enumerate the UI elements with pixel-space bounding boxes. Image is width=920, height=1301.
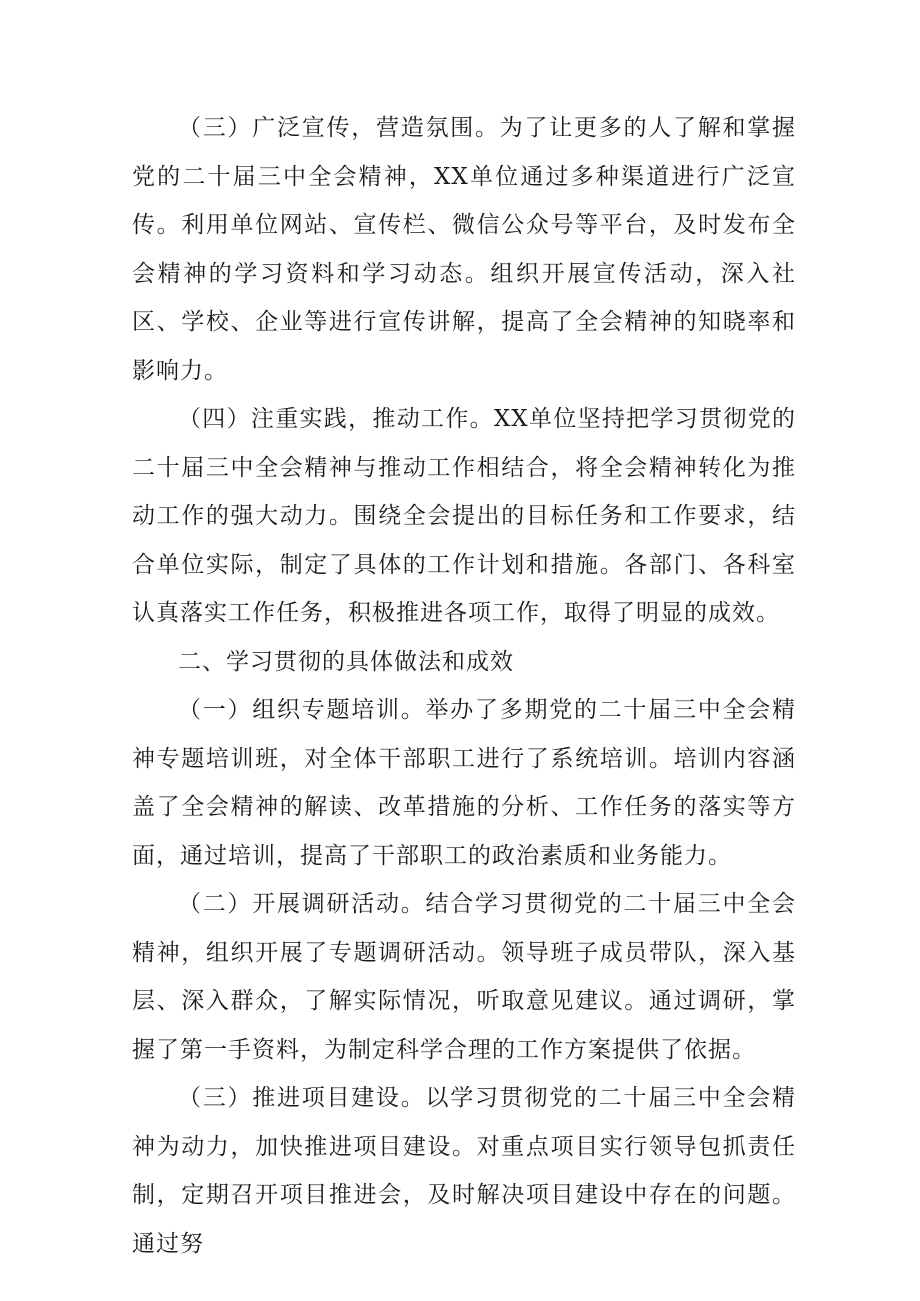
paragraph-practice: （四）注重实践，推动工作。XX单位坚持把学习贯彻党的二十届三中全会精神与推动工作相结合，将全会精神转化为推动工作的强大动力。围绕全会提出的目标任务和工作要求，结合单位实际，制定了具体的工作计划和措施。各部门、各科室认真落实工作任务，积极推进各项工作，取得了明显的成效。 [132,406,796,626]
paragraph-training: （一）组织专题培训。举办了多期党的二十届三中全会精神专题培训班，对全体干部职工进行了系统培训。培训内容涵盖了全会精神的解读、改革措施的分析、工作任务的落实等方面，通过培训，提高了干部职工的政治素质和业务能力。 [132,697,796,869]
section-heading: 二、学习贯彻的具体做法和成效 [178,648,514,675]
document-body [132,104,796,1268]
paragraph-projects: （三）推进项目建设。以学习贯彻党的二十届三中全会精神为动力，加快推进项目建设。对重点项目实行领导包抓责任制，定期召开项目推进会，及时解决项目建设中存在的问题。通过努 [132,1085,796,1257]
paragraph-research: （二）开展调研活动。结合学习贯彻党的二十届三中全会精神，组织开展了专题调研活动。领导班子成员带队，深入基层、深入群众，了解实际情况，听取意见建议。通过调研，掌握了第一手资料，为制定科学合理的工作方案提供了依据。 [132,891,796,1063]
paragraph-publicity: （三）广泛宣传，营造氛围。为了让更多的人了解和掌握党的二十届三中全会精神，XX单位通过多种渠道进行广泛宣传。利用单位网站、宣传栏、微信公众号等平台，及时发布全会精神的学习资料和学习动态。组织开展宣传活动，深入社区、学校、企业等进行宣传讲解，提高了全会精神的知晓率和影响力。 [132,115,796,384]
